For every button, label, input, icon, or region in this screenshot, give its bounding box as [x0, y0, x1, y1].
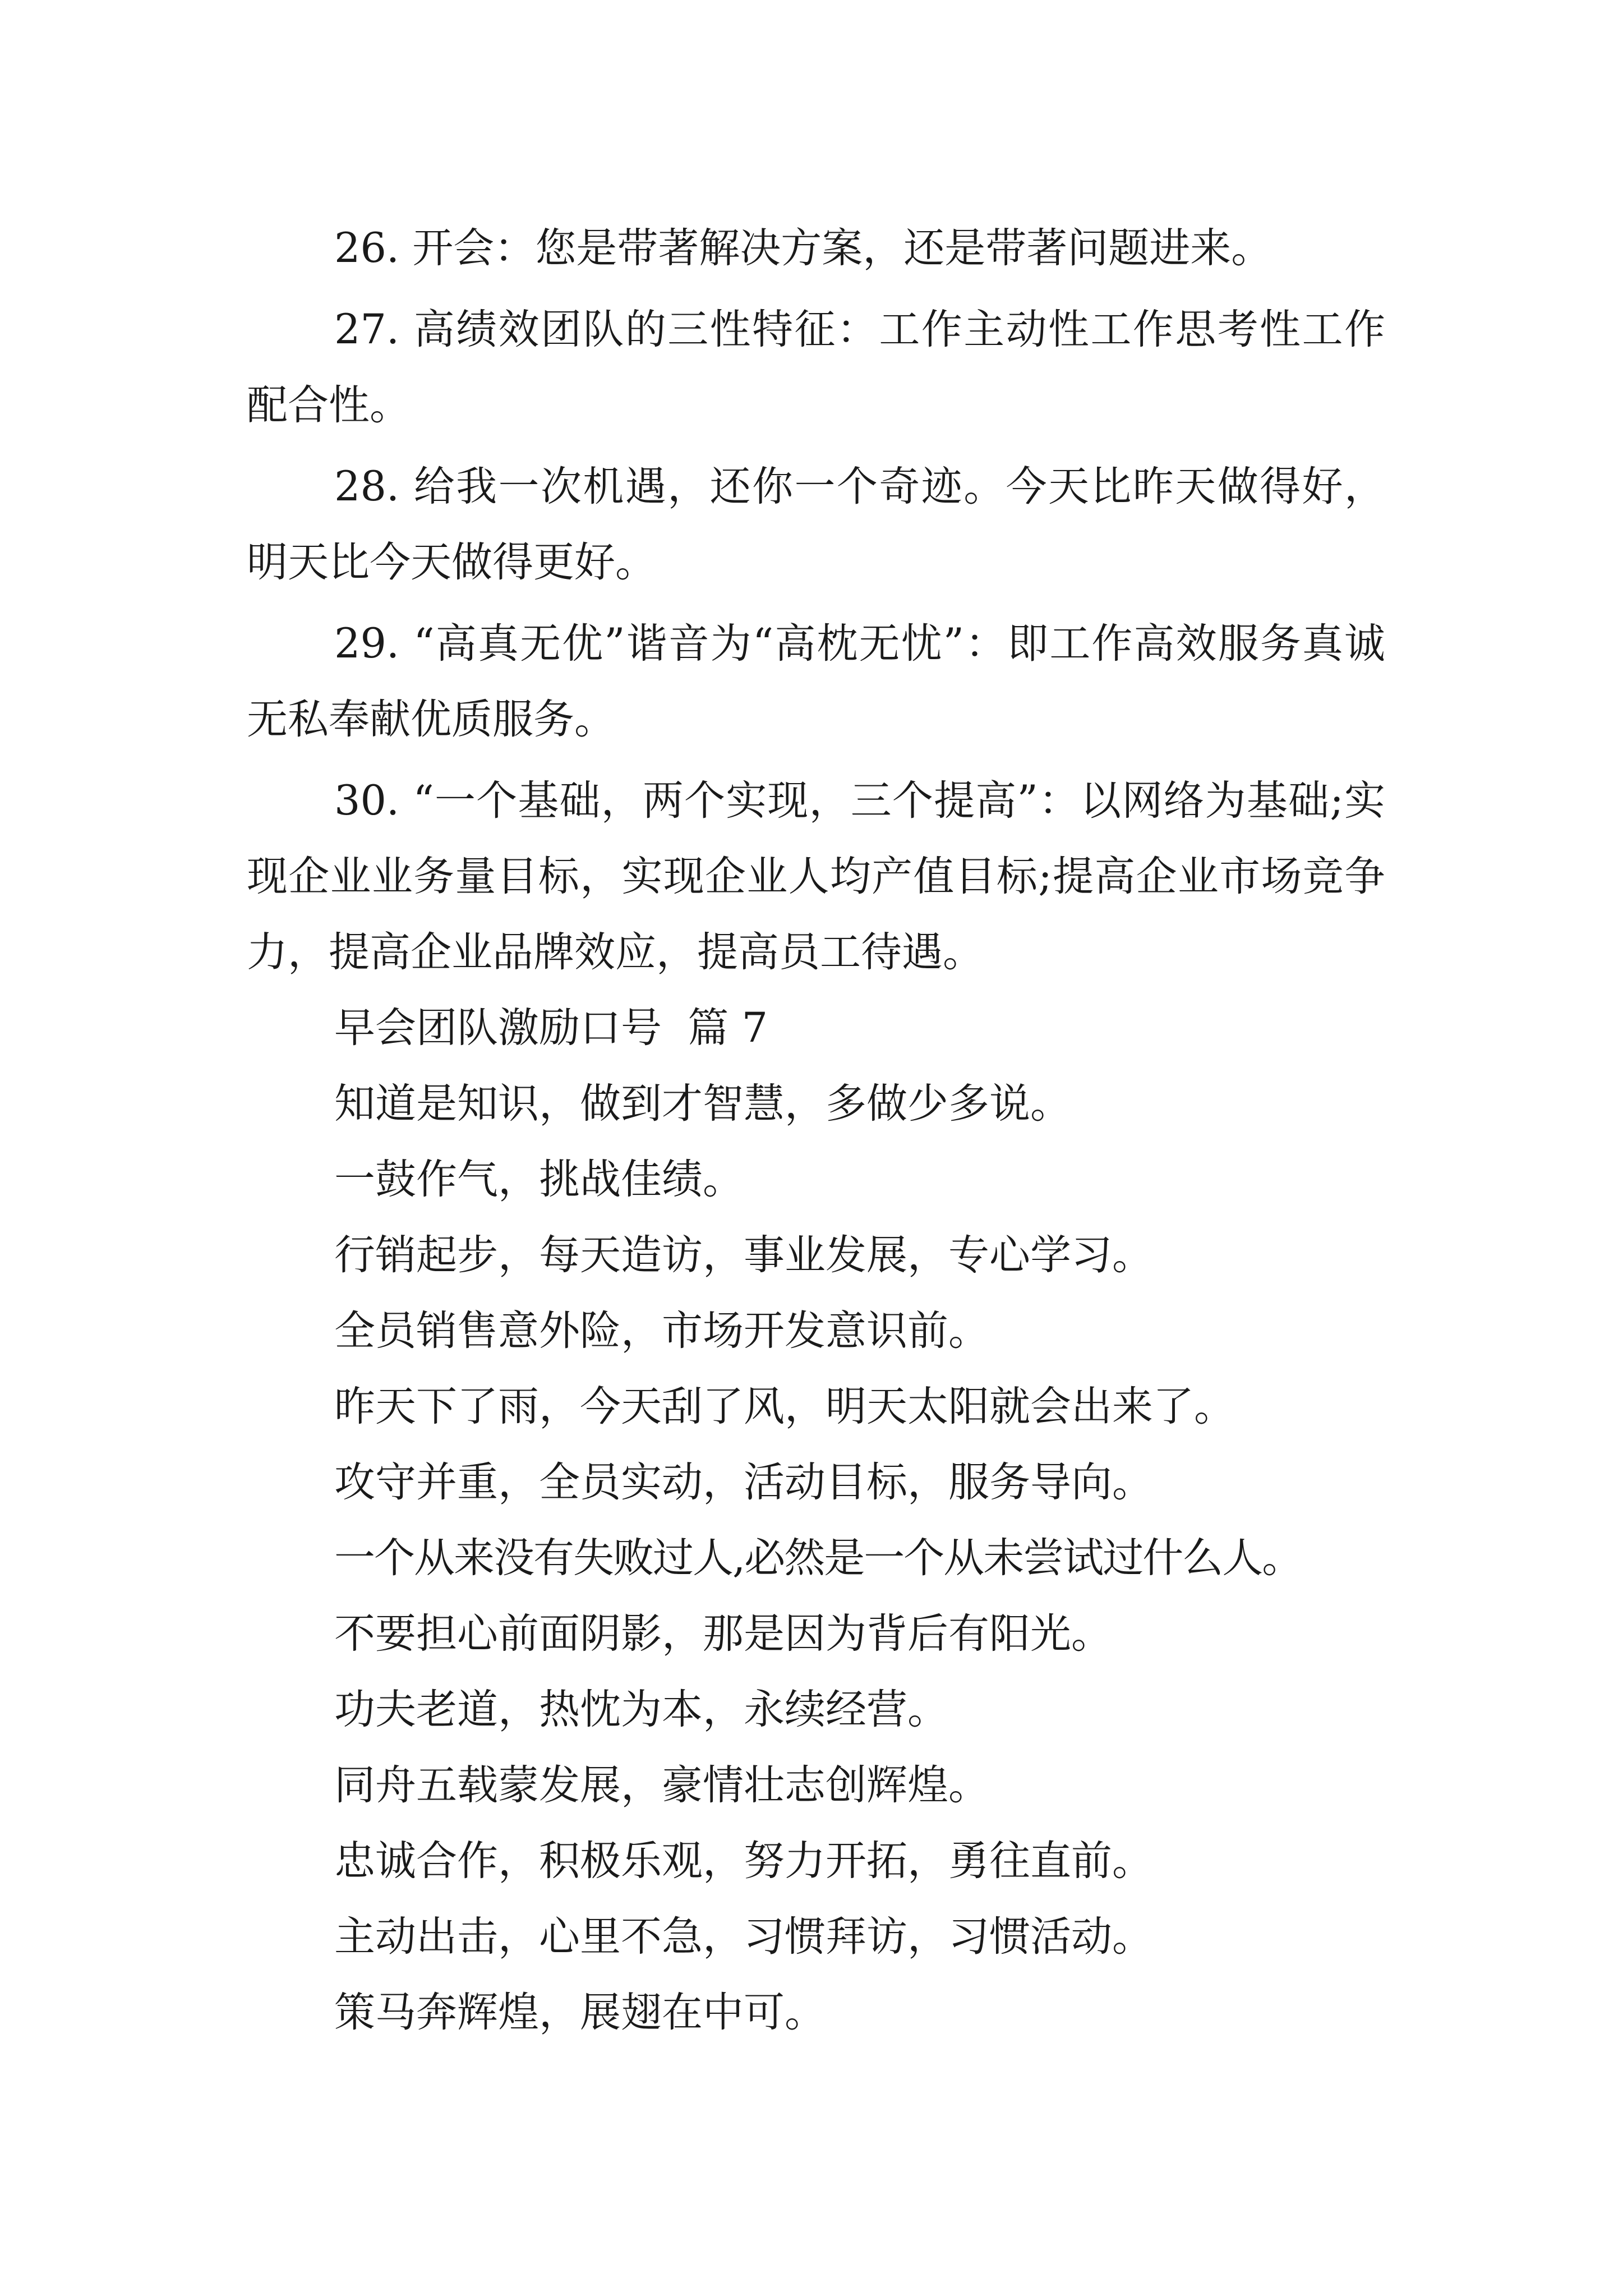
paragraph-27: 27. 高绩效团队的三性特征：工作主动性工作思考性工作配合性。: [247, 306, 1385, 429]
paragraph-28: 28. 给我一次机遇，还你一个奇迹。今天比昨天做得好，明天比今天做得更好。: [247, 463, 1385, 586]
slogan-item: 昨天下了雨，今天刮了风，明天太阳就会出来了。: [334, 1383, 1235, 1430]
slogan-item: 策马奔辉煌，展翅在中可。: [334, 1989, 826, 2036]
slogan-item: 主动出击，心里不急，习惯拜访，习惯活动。: [334, 1913, 1153, 1961]
paragraph-26: 26. 开会：您是带著解决方案，还是带著问题进来。: [334, 224, 1272, 272]
slogan-item: 不要担心前面阴影，那是因为背后有阳光。: [334, 1610, 1112, 1658]
slogan-item: 行销起步，每天造访，事业发展，专心学习。: [334, 1231, 1153, 1279]
slogan-item: 一个从来没有失败过人,必然是一个从未尝试过什么人。: [334, 1534, 1302, 1582]
slogan-item: 一鼓作气，挑战佳绩。: [334, 1156, 744, 1203]
slogan-item: 攻守并重，全员实动，活动目标，服务导向。: [334, 1458, 1153, 1506]
slogan-item: 全员销售意外险，市场开发意识前。: [334, 1307, 989, 1355]
paragraph-29: 29. “高真无优”谐音为“高枕无忧”：即工作高效服务真诚无私奉献优质服务。: [247, 620, 1385, 743]
slogan-item: 知道是知识，做到才智慧，多做少多说。: [334, 1080, 1071, 1128]
document-body: [247, 210, 1385, 2050]
slogan-item: 功夫老道，热忱为本，永续经营。: [334, 1686, 948, 1733]
section-heading: 早会团队激励口号 篇 7: [334, 1004, 768, 1052]
slogan-item: 忠诚合作，积极乐观，努力开拓，勇往直前。: [334, 1837, 1153, 1885]
paragraph-30: 30. “一个基础，两个实现，三个提高”：以网络为基础;实现企业业务量目标，实现企业人均产值目标;提高企业市场竞争力，提高企业品牌效应，提高员工待遇。: [247, 777, 1385, 976]
slogan-item: 同舟五载蒙发展，豪情壮志创辉煌。: [334, 1761, 989, 1809]
